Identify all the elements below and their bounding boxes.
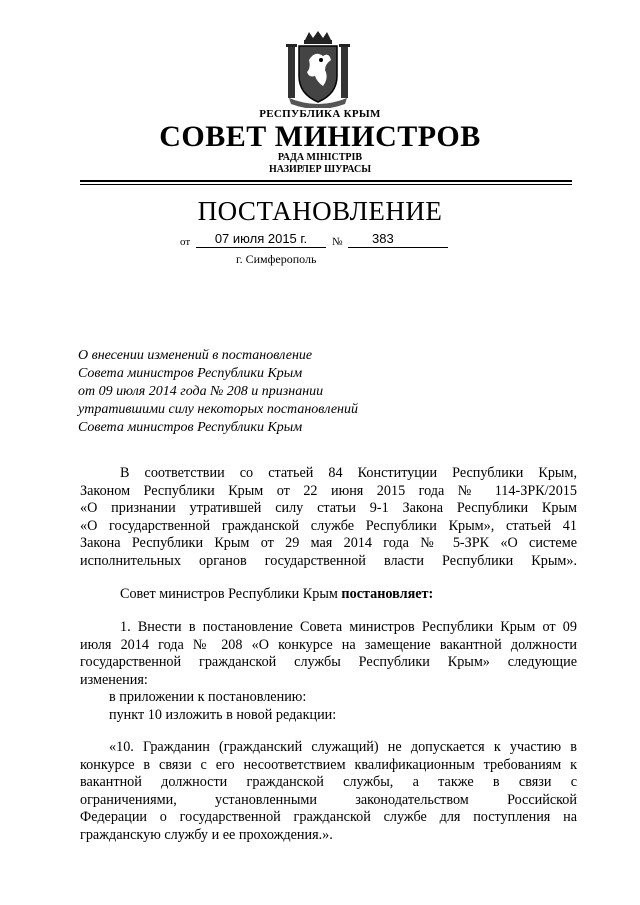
document-type-title: ПОСТАНОВЛЕНИЕ	[197, 196, 443, 226]
council-title-crimean-tatar: НАЗИРЛЕР ШУРАСЫ	[268, 164, 372, 175]
header-divider	[80, 180, 572, 182]
text-line: вакантной должности гражданской службы, а также в связи с	[80, 774, 577, 791]
clause-10-new-text	[80, 739, 577, 845]
text-line: пункт 10 изложить в новой редакции:	[109, 706, 337, 723]
text-line: ограничениями, установленными законодательством Российской	[80, 791, 577, 808]
decree-date: 07 июля 2015 г.	[214, 231, 308, 246]
text-line: исполнительных органов государственной власти Республики Крым».	[80, 552, 577, 569]
text-line: гражданскую службу и ее прохождения.».	[80, 826, 333, 843]
text-line: «О признании утратившей силу статьи 9-1 Закона Республики Крым	[80, 500, 577, 517]
number-underline	[348, 247, 448, 248]
text-line: Федерации о государственной гражданской службе для поступления на	[80, 809, 577, 826]
date-label: от	[180, 236, 191, 248]
republic-name: РЕСПУБЛИКА КРЫМ	[259, 108, 381, 120]
text-line: Закона Республики Крым от 29 мая 2014 года № 5-ЗРК «О системе	[80, 535, 577, 552]
decree-date-number-row	[180, 230, 450, 250]
text-line: Законом Республики Крым от 22 июня 2015 года № 114-ЗРК/2015	[80, 482, 577, 499]
decree-subject	[78, 347, 478, 437]
subject-line: О внесении изменений в постановление	[78, 348, 313, 363]
subject-line: Совета министров Республики Крым	[78, 420, 303, 435]
text-line: В соответствии со статьей 84 Конституции Республики Крым,	[120, 465, 577, 481]
subject-line: от 09 июля 2014 года № 208 и признании	[78, 384, 324, 399]
text-line: «10. Гражданин (гражданский служащий) не допускается к участию в	[109, 739, 577, 755]
text-line: конкурсе в связи с его несоответствием квалификационным требованиям к	[80, 756, 577, 773]
text-line: в приложении к постановлению:	[109, 689, 307, 706]
clause-1-paragraph	[80, 619, 577, 725]
number-label: №	[332, 236, 343, 248]
preamble-paragraph	[80, 465, 577, 571]
text-line: государственной гражданской службы Республики Крым» следующие	[80, 654, 577, 671]
text-line: июля 2014 года № 208 «О конкурсе на замещение вакантной должности	[80, 636, 577, 653]
resolution-text: Совет министров Республики Крым	[120, 586, 342, 602]
text-line: «О государственной гражданской службе Республики Крым», статьей 41	[80, 517, 577, 534]
subject-line: утратившими силу некоторых постановлений	[78, 402, 358, 417]
council-title: СОВЕТ МИНИСТРОВ	[159, 120, 481, 153]
coat-of-arms-emblem	[285, 30, 351, 108]
text-line: изменения:	[80, 671, 148, 688]
resolution-paragraph	[80, 586, 577, 604]
date-underline	[196, 247, 326, 248]
resolution-verb: постановляет:	[341, 586, 434, 602]
decree-number: 383	[372, 231, 394, 246]
city: г. Симферополь	[236, 252, 317, 266]
subject-line: Совета министров Республики Крым	[78, 366, 303, 381]
council-title-ukrainian: РАДА МІНІСТРІВ	[277, 152, 363, 163]
header-divider-thin	[80, 184, 572, 185]
text-line: 1. Внести в постановление Совета министров Республики Крым от 09	[120, 619, 577, 635]
